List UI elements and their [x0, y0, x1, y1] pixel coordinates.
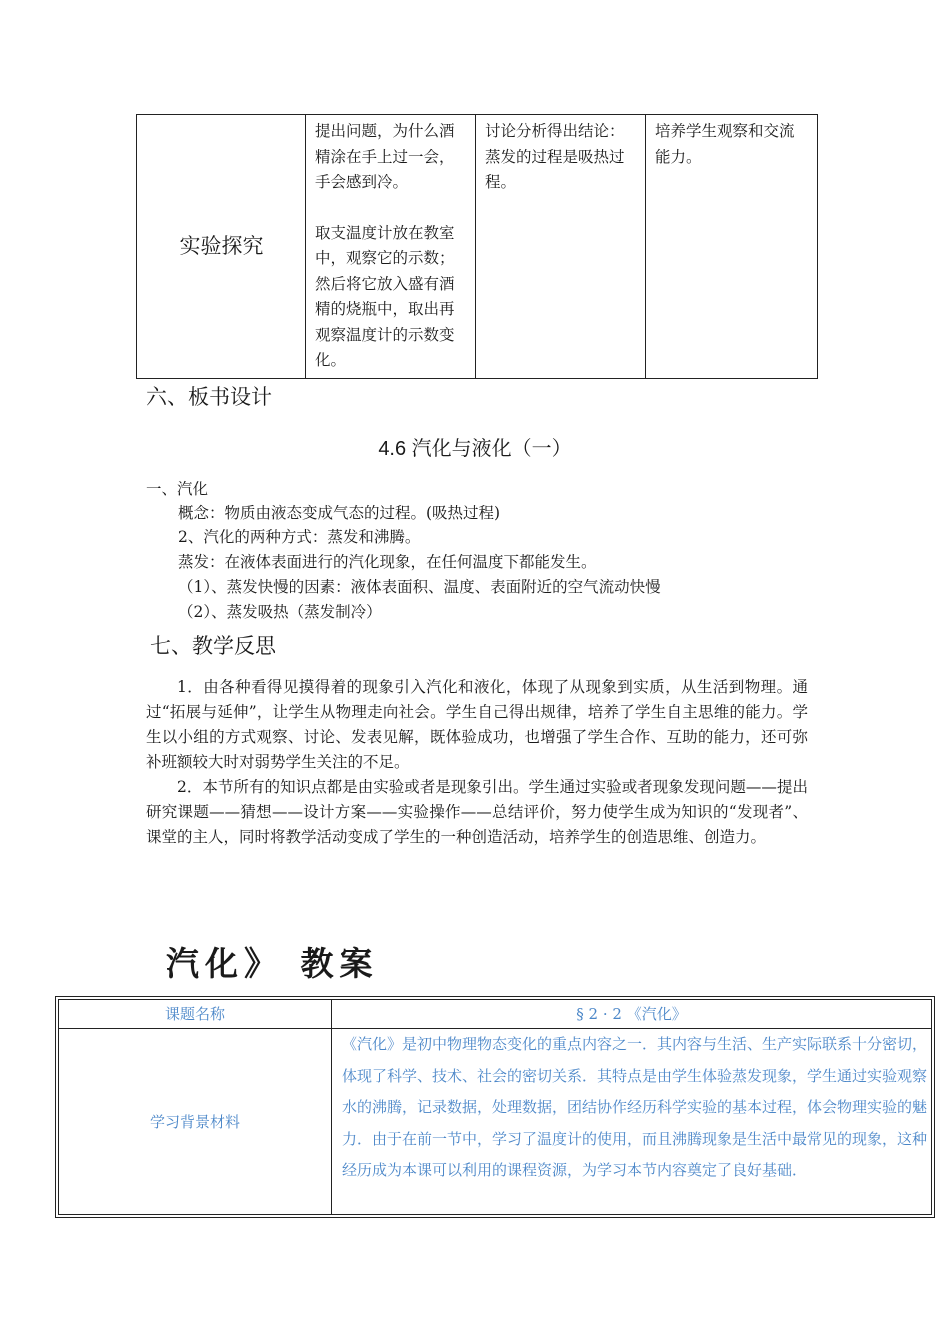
board-line-2: 概念：物质由液态变成气态的过程。(吸热过程) — [178, 504, 501, 522]
activity-cell — [306, 115, 476, 379]
background-label: 学习背景材料 — [59, 1029, 332, 1215]
row-label-cell: 实验探究 — [137, 115, 306, 379]
lesson-info-grid — [58, 999, 932, 1215]
section-7-heading: 七、教学反思 — [150, 634, 276, 658]
background-content: 《汽化》是初中物理物态变化的重点内容之一．其内容与生活、生产实际联系十分密切，体现了科学、技术、社会的密切关系．其特点是由学生体验蒸发现象，学生通过实验观察水的沸腾，记录数据，处理数据，团结协作经历科学实验的基本过程，体会物理实验的魅力．由于在前一节中，学习了温度计的使用，而且沸腾现象是生活中最常见的现象，这种经历成为本课可以利用的课程资源，为学习本节内容奠定了良好基础． — [332, 1029, 932, 1215]
table-row — [59, 1000, 932, 1029]
table-row — [137, 115, 818, 379]
reflection-para-1: 1．由各种看得见摸得着的现象引入汽化和液化，体现了从现象到实质，从生活到物理。通过“拓展与延伸”，让学生从物理走向社会。学生自己得出规律，培养了学生自主思维的能力。学生以小组的方式观察、讨论、发表见解，既体验成功，也增强了学生合作、互助的能力，还可弥补班额较大时对弱势学生关注的不足。 — [146, 678, 808, 771]
board-line-6: （2）、蒸发吸热（蒸发制冷） — [178, 603, 382, 621]
activity-para-2: 取支温度计放在教室中，观察它的示数；然后将它放入盛有酒精的烧瓶中，取出再观察温度计的示数变化。 — [315, 223, 455, 369]
reflection-para-2: 2．本节所有的知识点都是由实验或者是现象引出。学生通过实验或者现象发现问题——提出研究课题——猜想——设计方案——实验操作——总结评价，努力使学生成为知识的“发现者”、课堂的主人，同时将教学活动变成了学生的一种创造活动，培养学生的创造思维、创造力。 — [146, 778, 808, 846]
header-value: § 2 · 2 《汽化》 — [332, 1000, 932, 1029]
activity-para-1: 提出问题，为什么酒精涂在手上过一会，手会感到冷。 — [315, 122, 455, 191]
goal-cell: 培养学生观察和交流能力。 — [646, 115, 818, 379]
table-row — [59, 1029, 932, 1215]
board-title: 4.6 汽化与液化（一） — [378, 438, 572, 460]
board-line-1: 一、汽化 — [146, 480, 209, 498]
section-6-heading: 六、板书设计 — [146, 385, 272, 409]
lesson-info-table — [55, 996, 935, 1218]
experiment-table — [136, 114, 818, 379]
board-line-4: 蒸发：在液体表面进行的汽化现象，在任何温度下都能发生。 — [178, 553, 597, 571]
board-line-5: （1）、蒸发快慢的因素：液体表面积、温度、表面附近的空气流动快慢 — [178, 578, 661, 596]
header-label: 课题名称 — [59, 1000, 332, 1029]
board-line-3: 2、汽化的两种方式：蒸发和沸腾。 — [178, 528, 421, 546]
lesson-title: 汽化》 教案 — [166, 944, 379, 983]
reflection-body — [146, 675, 808, 850]
conclusion-cell: 讨论分析得出结论：蒸发的过程是吸热过程。 — [476, 115, 646, 379]
